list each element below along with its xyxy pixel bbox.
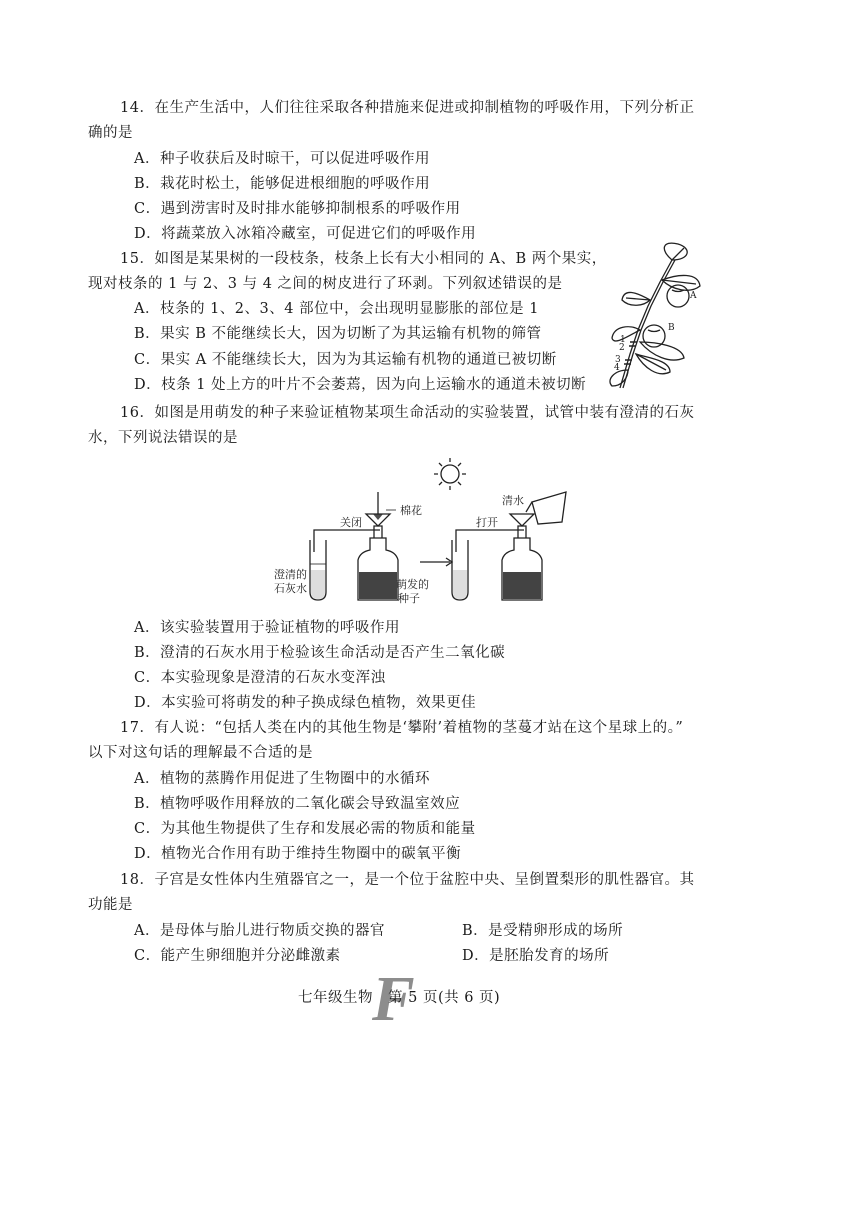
q14-stem-line2: 确的是 — [88, 125, 133, 141]
q16-stem-line1: 16．如图是用萌发的种子来验证植物某项生命活动的实验装置，试管中装有澄清的石灰 — [120, 405, 695, 421]
q17-stem-line1: 17．有人说：“包括人类在内的其他生物是‘攀附’着植物的茎蔓才站在这个星球上的。” — [120, 720, 684, 736]
q15-option-a: A．枝条的 1、2、3、4 部位中，会出现明显膨胀的部位是 1 — [134, 301, 539, 317]
q18-option-a: A．是母体与胎儿进行物质交换的器官 — [134, 923, 385, 939]
ring-label-1: 1 — [620, 335, 626, 345]
branch-figure — [600, 242, 706, 392]
label-limewater-1: 澄清的 — [274, 568, 307, 581]
q15-option-c: C．果实 A 不能继续长大，因为为其运输有机物的通道已被切断 — [134, 352, 557, 368]
q17-option-d: D．植物光合作用有助于维持生物圈中的碳氧平衡 — [134, 846, 462, 862]
q16-option-a: A．该实验装置用于验证植物的呼吸作用 — [134, 620, 400, 636]
q16-option-d: D．本实验可将萌发的种子换成绿色植物，效果更佳 — [134, 695, 477, 711]
ring-label-3: 3 — [615, 355, 621, 365]
q14-option-c: C．遇到涝害时及时排水能够抑制根系的呼吸作用 — [134, 201, 461, 217]
q14-stem-line1: 14．在生产生活中，人们往往采取各种措施来促进或抑制植物的呼吸作用，下列分析正 — [120, 100, 695, 116]
page-footer: 七年级生物 第 5 页(共 6 页) — [298, 990, 501, 1006]
label-water: 清水 — [502, 494, 524, 507]
q18-option-b: B．是受精卵形成的场所 — [462, 923, 624, 939]
label-seeds-2: 种子 — [398, 592, 420, 605]
q18-stem-line2: 功能是 — [88, 897, 133, 913]
apparatus-figure — [270, 452, 570, 612]
q16-option-b: B．澄清的石灰水用于检验该生命活动是否产生二氧化碳 — [134, 645, 506, 661]
q18-option-c: C．能产生卵细胞并分泌雌激素 — [134, 948, 341, 964]
q17-option-a: A．植物的蒸腾作用促进了生物圈中的水循环 — [134, 771, 430, 787]
q17-stem-line2: 以下对这句话的理解最不合适的是 — [88, 745, 313, 761]
label-open: 打开 — [476, 516, 498, 529]
q15-option-b: B．果实 B 不能继续长大，因为切断了为其运输有机物的筛管 — [134, 326, 542, 342]
label-limewater-2: 石灰水 — [274, 582, 307, 595]
q18-stem-line1: 18．子宫是女性体内生殖器官之一，是一个位于盆腔中央、呈倒置梨形的肌性器官。其 — [120, 872, 695, 888]
q14-option-a: A．种子收获后及时晾干，可以促进呼吸作用 — [134, 151, 430, 167]
q17-option-c: C．为其他生物提供了生存和发展必需的物质和能量 — [134, 821, 476, 837]
q14-option-b: B．栽花时松土，能够促进根细胞的呼吸作用 — [134, 176, 431, 192]
q16-option-c: C．本实验现象是澄清的石灰水变浑浊 — [134, 670, 386, 686]
q15-stem-line2: 现对枝条的 1 与 2、3 与 4 之间的树皮进行了环剥。下列叙述错误的是 — [88, 276, 563, 292]
ring-label-4: 4 — [614, 363, 620, 373]
q18-option-d: D．是胚胎发育的场所 — [462, 948, 610, 964]
label-closed: 关闭 — [340, 516, 362, 529]
label-cotton: 棉花 — [400, 504, 422, 517]
ring-label-2: 2 — [619, 343, 625, 353]
q14-option-d: D．将蔬菜放入冰箱冷藏室，可促进它们的呼吸作用 — [134, 226, 477, 242]
fruit-a-label: A — [690, 291, 697, 301]
label-seeds-1: 萌发的 — [396, 578, 429, 591]
fruit-b-label: B — [668, 323, 675, 333]
q17-option-b: B．植物呼吸作用释放的二氧化碳会导致温室效应 — [134, 796, 461, 812]
watermark-stamp: F — [372, 963, 415, 1034]
q15-option-d: D．枝条 1 处上方的叶片不会萎蔫，因为向上运输水的通道未被切断 — [134, 377, 587, 393]
q15-stem-line1: 15．如图是某果树的一段枝条，枝条上长有大小相同的 A、B 两个果实， — [120, 251, 607, 267]
sun-icon — [434, 458, 466, 490]
q16-stem-line2: 水，下列说法错误的是 — [88, 430, 238, 446]
